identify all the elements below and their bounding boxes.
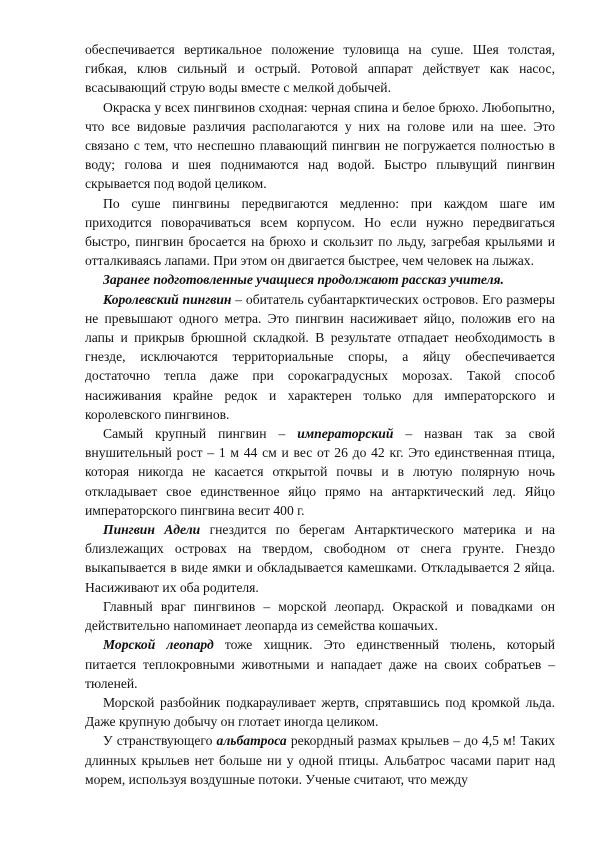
term-leopard-seal: Морской леопард bbox=[103, 637, 214, 653]
paragraph-text: У странствующего bbox=[103, 733, 217, 749]
paragraph-text: Самый крупный пингвин – bbox=[103, 426, 298, 442]
paragraph-text: – назван так за свой внушительный рост – 1 м 44 см и вес от 26 до 42 кг. Это единственная птица, которая никогда не касается открытой почвы и в лютую полярную ночь откладывает свое единственное яйцо прямо на антарктический лед. Яйцо императорского пингвина весит 400 г. bbox=[85, 426, 555, 518]
paragraph-mouth-apparatus bbox=[85, 40, 555, 98]
paragraph-king-penguin bbox=[85, 290, 555, 424]
paragraph-text: гнездится по берегам Антарктического материка и на близлежащих островах на твердом, свободном от снега грунте. Гнездо выкапывается в виде ямки и обкладывается камешками. Откладывается 2 яйца. Насиживают их оба родителя. bbox=[85, 522, 556, 595]
paragraph-text: Окраска у всех пингвинов сходная: черная спина и белое брюхо. Любопытно, что все видовые различия располагаются у них на голове или на шее. Это связано с тем, что неспешно плавающий пингвин не погружается полностью в воду; голова и шея поднимаются над водой. Быстро плывущий пингвин скрывается под водой целиком. bbox=[85, 99, 555, 192]
term-emperor-penguin: императорский bbox=[297, 426, 394, 442]
paragraph-main-enemy bbox=[85, 597, 555, 635]
teacher-note-text: Заранее подготовленные учащиеся продолжают рассказ учителя. bbox=[103, 272, 504, 288]
term-albatross: альбатроса bbox=[216, 733, 287, 749]
paragraph-sea-robber bbox=[85, 693, 555, 731]
paragraph-albatross bbox=[85, 731, 555, 789]
paragraph-text: Морской разбойник подкарауливает жертв, спрятавшись под кромкой льда. Даже крупную добычу он глотает иногда целиком. bbox=[85, 694, 555, 730]
paragraph-text: обеспечивается вертикальное положение туловища на суше. Шея толстая, гибкая, клюв сильный и острый. Ротовой аппарат действует как насос, всасывающий струю воды вместе с мелкой добычей. bbox=[85, 42, 555, 96]
paragraph-text: – обитатель субантарктических островов. Его размеры не превышают одного метра. Это пингвин насиживает яйцо, положив его на лапы и прикрыв брюшной складкой. В результате отпадает необходимость в гнезде, исключаются территориальные споры, а яйцу обеспечивается достаточно тепла даже при сорокаградусных морозах. Такой способ насиживания крайне редок и характерен только для императорского и королевского пингвинов. bbox=[85, 291, 555, 422]
paragraph-text: тоже хищник. Это единственный тюлень, который питается теплокровными животными и нападает даже на своих собратьев – тюленей. bbox=[85, 637, 555, 691]
paragraph-land-movement bbox=[85, 194, 555, 271]
paragraph-coloring bbox=[85, 98, 555, 194]
paragraph-text: рекордный размах крыльев – до 4,5 м! Таких длинных крыльев нет больше ни у одной птицы. Альбатрос часами парит над морем, используя воздушные потоки. Ученые считают, что между bbox=[85, 733, 555, 787]
teacher-note bbox=[85, 270, 555, 289]
paragraph-leopard-seal bbox=[85, 635, 555, 693]
paragraph-emperor-penguin bbox=[85, 424, 555, 520]
paragraph-text: По суше пингвины передвигаются медленно: при каждом шаге им приходится поворачиваться всем корпусом. Но если нужно передвигаться быстро, пингвин бросается на брюхо и скользит по льду, загребая крыльями и отталкиваясь лапами. При этом он двигается быстрее, чем человек на лыжах. bbox=[85, 195, 555, 269]
paragraph-text: Главный враг пингвинов – морской леопард. Окраской и повадками он действительно напоминает леопарда из семейства кошачьих. bbox=[85, 598, 555, 634]
paragraph-adelie-penguin bbox=[85, 520, 555, 597]
term-adelie-penguin: Пингвин Адели bbox=[103, 522, 201, 538]
page-text bbox=[85, 40, 555, 789]
term-king-penguin: Королевский пингвин bbox=[103, 291, 232, 307]
